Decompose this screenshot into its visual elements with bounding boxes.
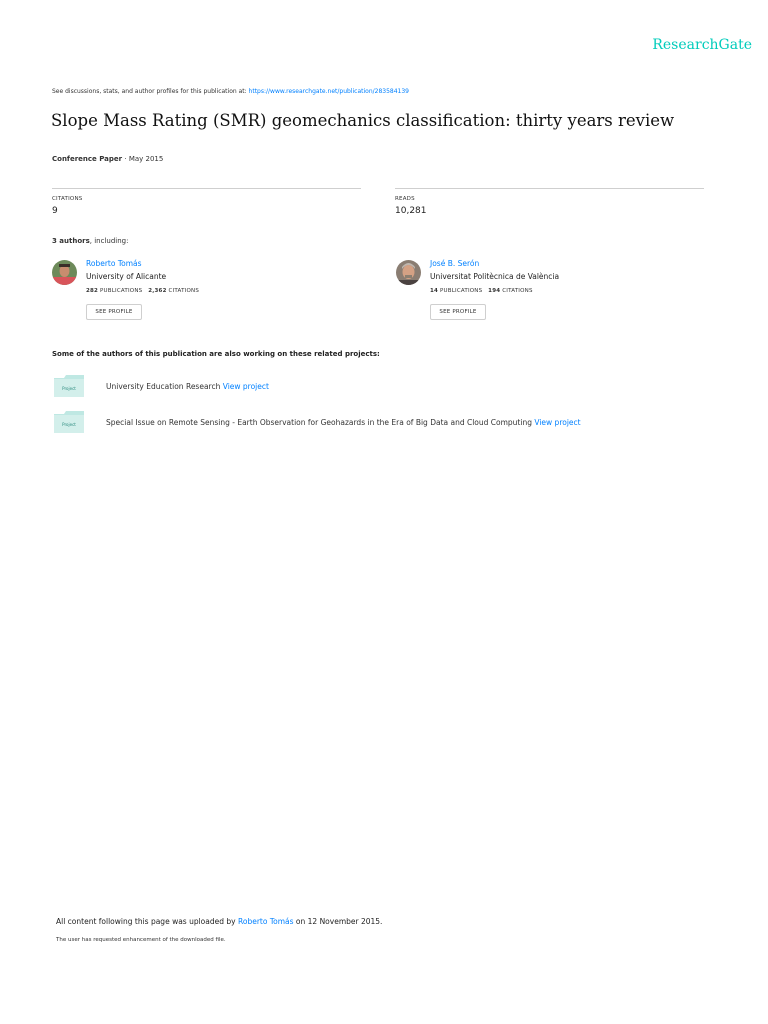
reads-label: READS [395, 196, 415, 202]
upload-suffix: on 12 November 2015. [293, 917, 383, 926]
researchgate-logo[interactable]: ResearchGate [652, 37, 752, 53]
folder-label: Project [62, 386, 76, 391]
publication-meta [52, 155, 163, 163]
see-profile-button[interactable]: SEE PROFILE [86, 304, 142, 320]
meta-separator: · [122, 155, 129, 163]
discussion-text: See discussions, stats, and author profiles for this publication at: [52, 88, 249, 95]
avatar[interactable] [396, 260, 421, 285]
reads-divider [395, 188, 704, 189]
enhancement-note: The user has requested enhancement of the downloaded file. [56, 937, 226, 943]
uploader-link[interactable]: Roberto Tomás [237, 917, 294, 926]
author-publications-label: PUBLICATIONS [98, 288, 143, 294]
project-title: Special Issue on Remote Sensing - Earth Observation for Geohazards in the Era of Big Data and Cloud Computing [106, 418, 532, 427]
citations-divider [52, 188, 361, 189]
avatar[interactable] [52, 260, 77, 285]
author-stats [430, 288, 533, 294]
authors-count: 3 authors [52, 237, 90, 245]
publication-url-link[interactable]: https://www.researchgate.net/publication/283584139 [248, 88, 409, 95]
author-citations-count: 194 [488, 288, 501, 294]
see-profile-button[interactable]: SEE PROFILE [430, 304, 486, 320]
reads-value: 10,281 [395, 206, 427, 216]
author-publications-label: PUBLICATIONS [438, 288, 483, 294]
authors-suffix: , including: [89, 237, 129, 245]
author-institution: University of Alicante [86, 272, 167, 281]
page-title: Slope Mass Rating (SMR) geomechanics classification: thirty years review [51, 111, 675, 130]
author-publications-count: 282 [86, 288, 99, 294]
author-name-link[interactable]: Roberto Tomás [86, 259, 142, 268]
upload-prefix: All content following this page was uploaded by [56, 917, 238, 926]
publication-date: May 2015 [128, 155, 164, 163]
project-title: University Education Research [106, 382, 221, 391]
author-publications-count: 14 [430, 288, 439, 294]
author-name-link[interactable]: José B. Serón [430, 259, 480, 268]
project-item [106, 382, 269, 391]
view-project-link[interactable]: View project [534, 418, 581, 427]
author-photo-icon [52, 260, 77, 285]
author-citations-count: 2,362 [148, 288, 167, 294]
author-photo-icon [396, 260, 421, 285]
author-stats [86, 288, 199, 294]
citations-value: 9 [52, 206, 58, 216]
folder-label: Project [62, 422, 76, 427]
authors-heading [52, 237, 128, 245]
project-folder-icon[interactable] [54, 411, 84, 433]
project-item [106, 418, 581, 427]
view-project-link[interactable]: View project [222, 382, 269, 391]
citations-label: CITATIONS [52, 196, 83, 202]
author-citations-label: CITATIONS [500, 288, 533, 294]
publication-type: Conference Paper [52, 155, 123, 163]
author-citations-label: CITATIONS [166, 288, 200, 294]
related-projects-heading: Some of the authors of this publication are also working on these related projects: [52, 350, 380, 358]
project-folder-icon[interactable] [54, 375, 84, 397]
discussion-line [52, 88, 409, 95]
author-institution: Universitat Politècnica de València [430, 272, 560, 281]
upload-notice [56, 917, 382, 926]
